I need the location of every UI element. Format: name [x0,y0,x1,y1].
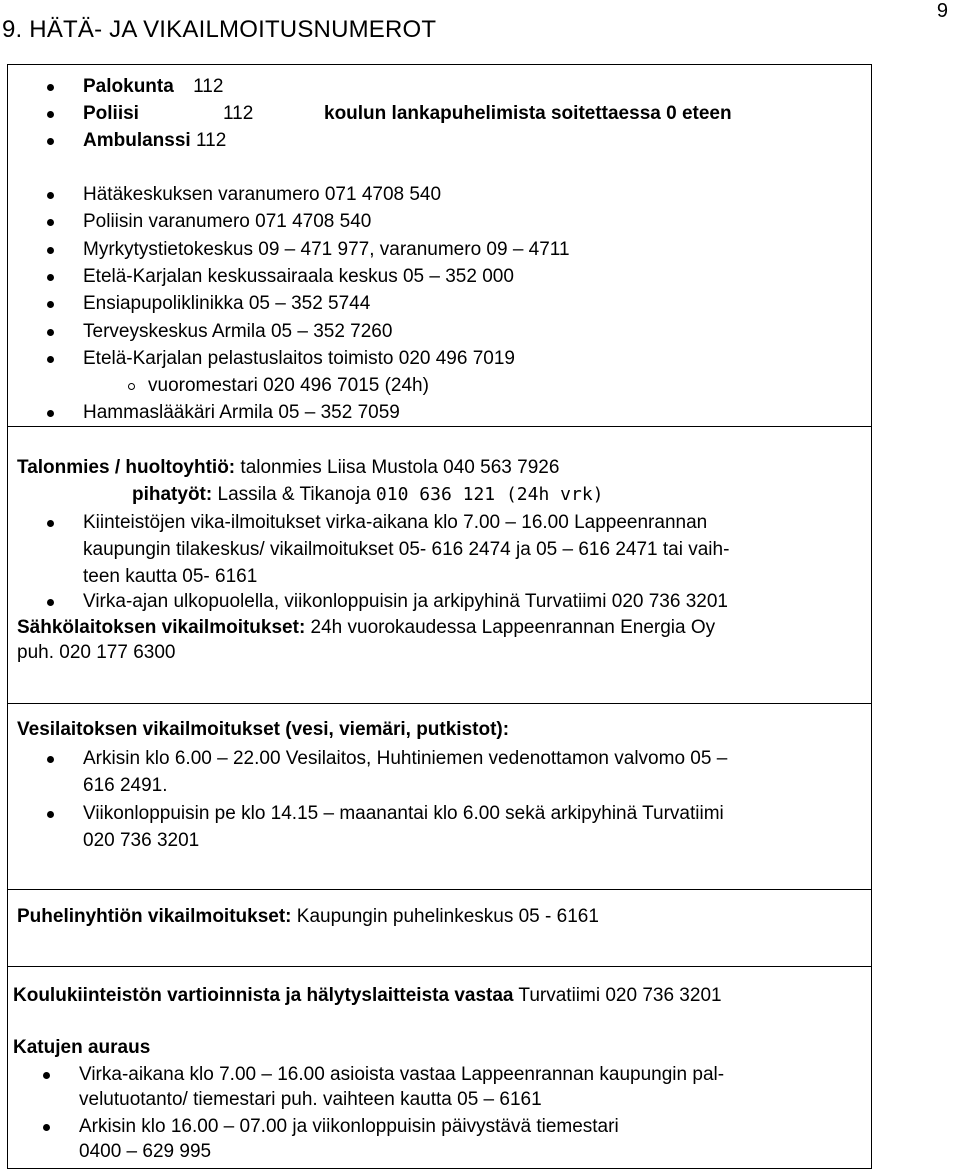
police-number: 112 [223,103,254,124]
list-item: Etelä-Karjalan pelastuslaitos toimisto 020 496 7019 [83,348,515,369]
security-line [13,985,722,1007]
list-item: Poliisin varanumero 071 4708 540 [83,211,372,232]
yard-label: pihatyöt: [132,484,213,505]
page-title: 9. HÄTÄ- JA VIKAILMOITUSNUMEROT [2,16,437,43]
security-box [7,966,872,1169]
yard-text: Lassila & Tikanoja [212,484,376,505]
janitor-text: talonmies Liisa Mustola 040 563 7926 [235,457,560,478]
yard-line [132,484,604,506]
list-item: Viikonloppuisin pe klo 14.15 – maanantai klo 6.00 sekä arkipyhinä Turvatiimi [83,803,724,824]
phone-company-box [7,889,872,967]
list-item-cont: 616 2491. [83,775,168,796]
security-text: Turvatiimi 020 736 3201 [513,985,722,1006]
maintenance-box [7,426,872,704]
water-heading: Vesilaitoksen vikailmoitukset (vesi, viemäri, putkistot): [17,719,510,740]
phone-company-label: Puhelinyhtiön vikailmoitukset: [17,906,292,927]
police-note: koulun lankapuhelimista soitettaessa 0 eteen [324,103,732,124]
ambulance-item [83,130,226,152]
yard-phone: 010 636 121 (24h vrk) [375,484,604,505]
phone-company-text: Kaupungin puhelinkeskus 05 - 6161 [291,906,599,927]
snow-heading: Katujen auraus [13,1037,151,1058]
security-label: Koulukiinteistön vartioinnista ja hälytyslaitteista vastaa [13,985,514,1006]
page-number: 9 [936,0,948,22]
list-item-cont: kaupungin tilakeskus/ vikailmoitukset 05- 616 2474 ja 05 – 616 2471 tai vaih- [83,539,730,560]
police-item [83,103,139,125]
ambulance-label: Ambulanssi [83,130,191,151]
list-item-cont: 0400 – 629 995 [79,1141,212,1162]
list-item: Etelä-Karjalan keskussairaala keskus 05 – 352 000 [83,266,514,287]
list-item: Hätäkeskuksen varanumero 071 4708 540 [83,184,442,205]
water-box [7,703,872,890]
janitor-line [17,457,559,479]
list-item: Arkisin klo 6.00 – 22.00 Vesilaitos, Huhtiniemen vedenottamon valvomo 05 – [83,748,728,769]
fire-dept-number: 112 [193,76,224,97]
list-item: Virka-aikana klo 7.00 – 16.00 asioista vastaa Lappeenrannan kaupungin pal- [79,1064,725,1085]
list-item-cont: 020 736 3201 [83,830,200,851]
electric-label: Sähkölaitoksen vikailmoitukset: [17,617,306,638]
janitor-label: Talonmies / huoltoyhtiö: [17,457,236,478]
emergency-numbers-box [7,64,872,428]
list-item: Kiinteistöjen vika-ilmoitukset virka-aikana klo 7.00 – 16.00 Lappeenrannan [83,512,708,533]
electric-phone: puh. 020 177 6300 [17,642,176,663]
electric-line [17,617,715,639]
electric-text: 24h vuorokaudessa Lappeenrannan Energia Oy [305,617,716,638]
phone-company-line [17,906,599,928]
list-item-cont: velutuotanto/ tiemestari puh. vaihteen kautta 05 – 6161 [79,1089,542,1110]
list-item: Terveyskeskus Armila 05 – 352 7260 [83,321,393,342]
list-item: Myrkytystietokeskus 09 – 471 977, varanumero 09 – 4711 [83,239,570,260]
fire-dept-item [83,76,223,98]
list-item-cont: teen kautta 05- 6161 [83,566,258,587]
list-item: Hammaslääkäri Armila 05 – 352 7059 [83,402,400,423]
fire-dept-label: Palokunta [83,76,174,97]
list-item: Virka-ajan ulkopuolella, viikonloppuisin ja arkipyhinä Turvatiimi 020 736 3201 [83,591,728,612]
police-label: Poliisi [83,103,139,124]
ambulance-number: 112 [195,130,227,151]
list-item: Arkisin klo 16.00 – 07.00 ja viikonloppuisin päivystävä tiemestari [79,1116,619,1137]
list-item: Ensiapupoliklinikka 05 – 352 5744 [83,293,371,314]
list-subitem: vuoromestari 020 496 7015 (24h) [148,375,429,396]
